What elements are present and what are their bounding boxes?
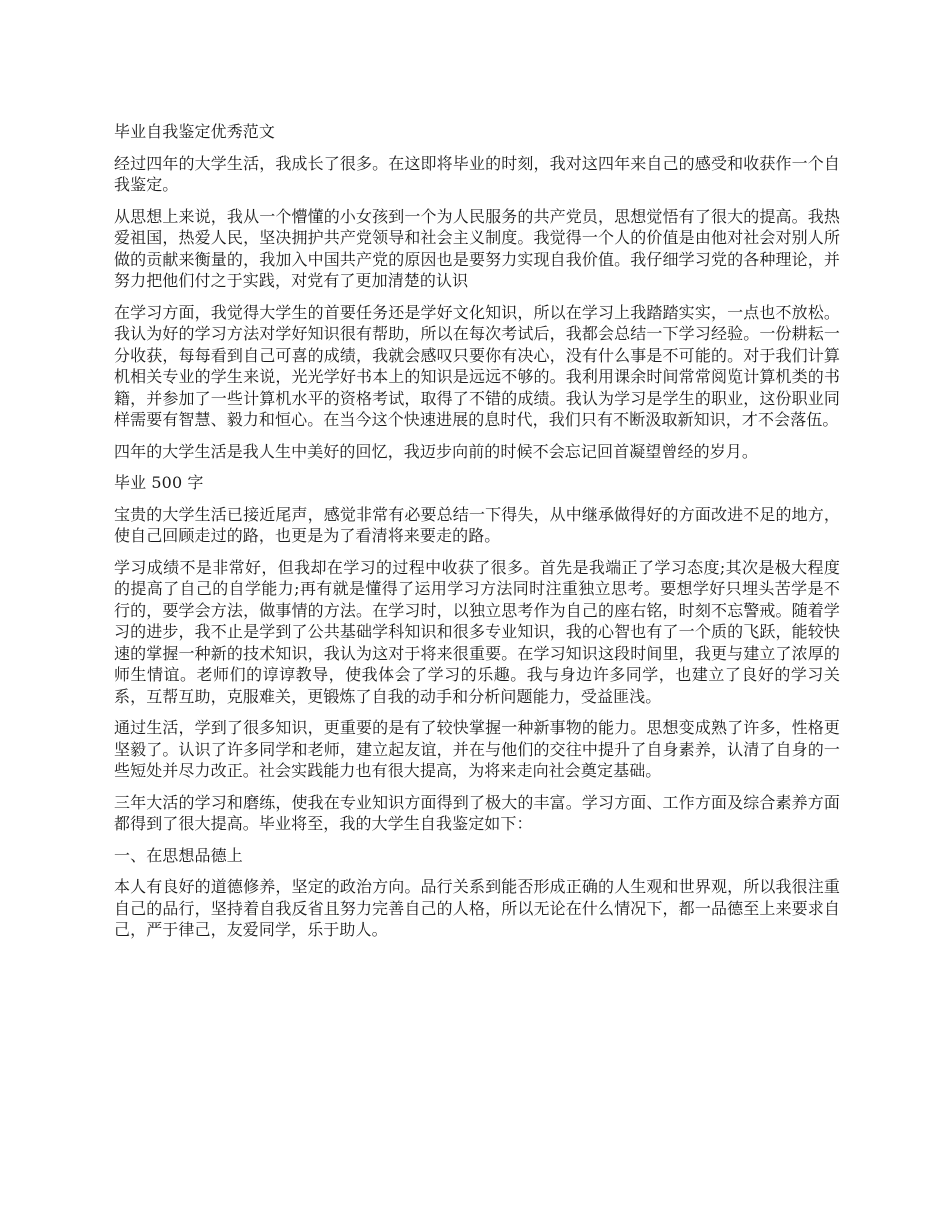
paragraph: 从思想上来说，我从一个懵懂的小女孩到一个为人民服务的共产党员，思想觉悟有了很大的提高。我热爱祖国，热爱人民，坚决拥护共产党领导和社会主义制度。我觉得一个人的价值是由他对社会对别人所做的贡献来衡量的，我加入中国共产党的原因也是要努力实现自我价值。我仔细学习党的各种理论，并努力把他们付之于实践，对党有了更加清楚的认识 — [114, 206, 840, 290]
document-page — [114, 121, 840, 951]
document-title: 毕业自我鉴定优秀范文 — [114, 122, 276, 141]
paragraph: 三年大活的学习和磨练，使我在专业知识方面得到了极大的丰富。学习方面、工作方面及综合素养方面都得到了很大提高。毕业将至，我的大学生自我鉴定如下： — [114, 792, 840, 833]
paragraph: 经过四年的大学生活，我成长了很多。在这即将毕业的时刻，我对这四年来自己的感受和收获作一个自我鉴定。 — [114, 153, 840, 194]
paragraph: 本人有良好的道德修养，坚定的政治方向。品行关系到能否形成正确的人生观和世界观，所以我很注重自己的品行，坚持着自我反省且努力完善自己的人格，所以无论在什么情况下，都一品德至上来要求自己，严于律己，友爱同学，乐于助人。 — [114, 877, 840, 939]
section-subtitle: 毕业 500 字 — [114, 473, 204, 492]
paragraph: 在学习方面，我觉得大学生的首要任务还是学好文化知识，所以在学习上我踏踏实实，一点也不放松。我认为好的学习方法对学好知识很有帮助，所以在每次考试后，我都会总结一下学习经验。一份耕耘一分收获，每每看到自己可喜的成绩，我就会感叹只要你有决心，没有什么事是不可能的。对于我们计算机相关专业的学生来说，光光学好书本上的知识是远远不够的。我利用课余时间常常阅览计算机类的书籍，并参加了一些计算机水平的资格考试，取得了不错的成绩。我认为学习是学生的职业，这份职业同样需要有智慧、毅力和恒心。在当今这个快速进展的息时代，我们只有不断汲取新知识，才不会落伍。 — [114, 302, 840, 429]
paragraph: 宝贵的大学生活已接近尾声，感觉非常有必要总结一下得失，从中继承做得好的方面改进不足的地方，使自己回顾走过的路，也更是为了看清将来要走的路。 — [114, 504, 840, 545]
paragraph: 学习成绩不是非常好，但我却在学习的过程中收获了很多。首先是我端正了学习态度;其次是极大程度的提高了自己的自学能力;再有就是懂得了运用学习方法同时注重独立思考。要想学好只埋头苦学是不行的，要学会方法，做事情的方法。在学习时，以独立思考作为自己的座右铭，时刻不忘警戒。随着学习的进步，我不止是学到了公共基础学科知识和很多专业知识，我的心智也有了一个质的飞跃，能较快速的掌握一种新的技术知识，我认为这对于将来很重要。在学习知识这段时间里，我更与建立了浓厚的师生情谊。老师们的谆谆教导，使我体会了学习的乐趣。我与身边许多同学，也建立了良好的学习关系，互帮互助，克服难关，更锻炼了自我的动手和分析问题能力，受益匪浅。 — [114, 557, 840, 706]
paragraph: 四年的大学生活是我人生中美好的回忆，我迈步向前的时候不会忘记回首凝望曾经的岁月。 — [114, 441, 759, 461]
section-heading: 一、在思想品德上 — [114, 845, 243, 865]
paragraph: 通过生活，学到了很多知识，更重要的是有了较快掌握一种新事物的能力。思想变成熟了许多，性格更坚毅了。认识了许多同学和老师，建立起友谊，并在与他们的交往中提升了自身素养，认清了自身的一些短处并尽力改正。社会实践能力也有很大提高，为将来走向社会奠定基础。 — [114, 718, 840, 780]
